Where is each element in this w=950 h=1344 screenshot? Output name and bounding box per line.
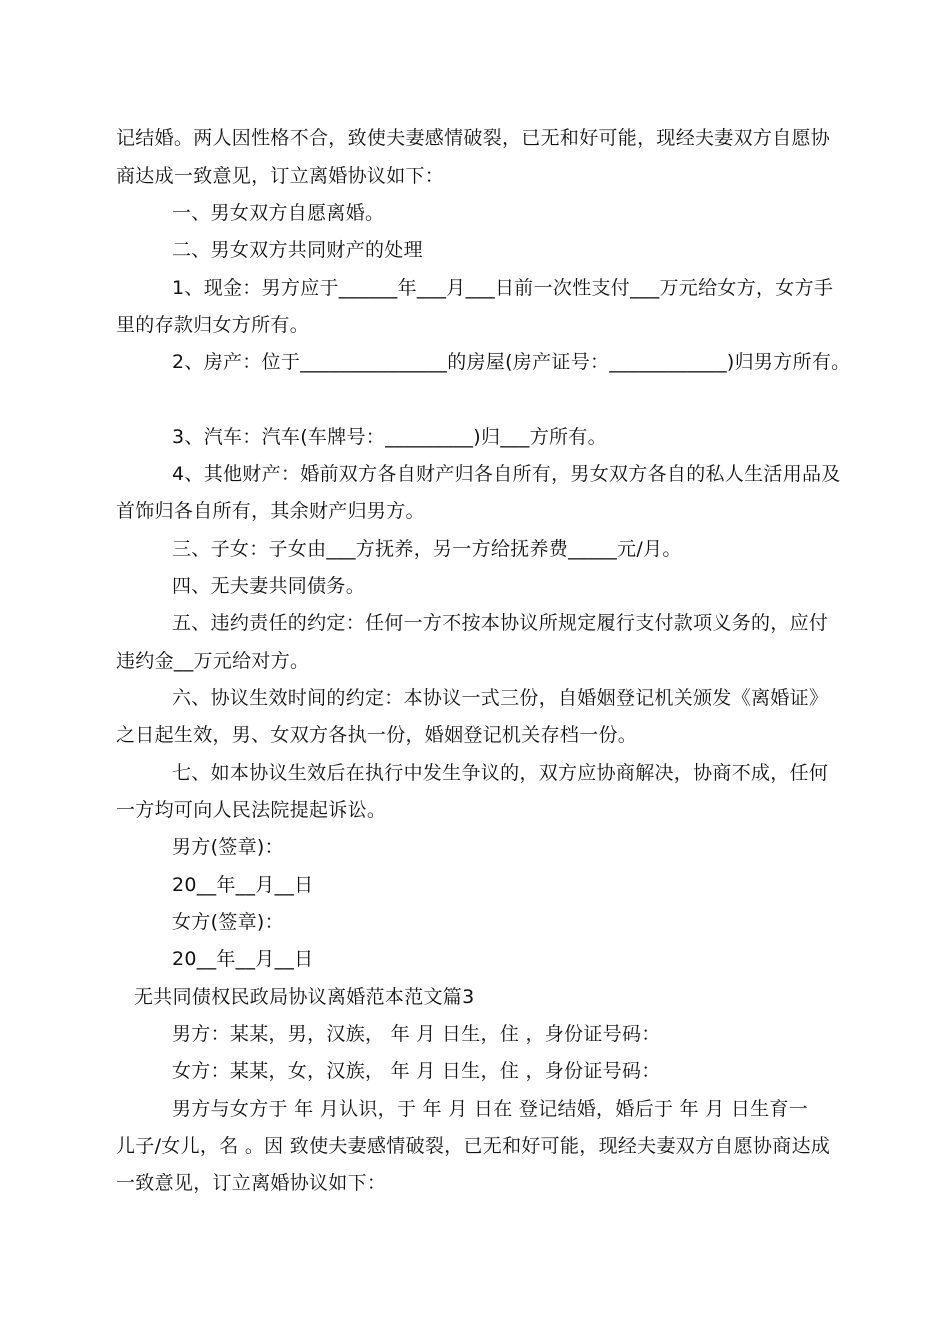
- clause-heading: 一、男女双方自愿离婚。: [172, 202, 385, 224]
- text-line: 首饰归各自所有，其余财产归男方。: [116, 500, 425, 522]
- text-line: 1、现金：男方应于______年___月___日前一次性支付___万元给女方，女方手: [172, 277, 834, 299]
- text-line: 五、违约责任的约定：任何一方不按本协议所规定履行支付款项义务的，应付: [172, 612, 829, 634]
- text-line: 男方：某某，男，汉族， 年 月 日生，住 ，身份证号码：: [172, 1023, 661, 1045]
- clause-heading: 四、无夫妻共同债务。: [172, 575, 366, 597]
- signature-label-male: 男方(签章)：: [172, 836, 284, 858]
- text-line: 六、协议生效时间的约定：本协议一式三份，自婚姻登记机关颁发《离婚证》: [172, 687, 829, 709]
- clause-heading: 二、男女双方共同财产的处理: [172, 239, 423, 261]
- text-line: 男方与女方于 年 月认识，于 年 月 日在 登记结婚，婚后于 年 月 日生育一: [172, 1098, 809, 1120]
- section-title: 无共同债权民政局协议离婚范本范文篇3: [134, 986, 475, 1008]
- signature-label-female: 女方(签章)：: [172, 911, 284, 933]
- text-line: 违约金__万元给对方。: [116, 650, 310, 672]
- signature-date: 20__年__月__日: [172, 874, 314, 896]
- text-line: 儿子/女儿，名 。因 致使夫妻感情破裂，已无和好可能，现经夫妻双方自愿协商达成: [116, 1135, 831, 1157]
- text-line: 商达成一致意见，订立离婚协议如下：: [116, 165, 445, 187]
- text-line: 女方：某某，女，汉族， 年 月 日生，住 ，身份证号码：: [172, 1060, 661, 1082]
- text-line: 七、如本协议生效后在执行中发生争议的，双方应协商解决，协商不成，任何: [172, 762, 829, 784]
- signature-date: 20__年__月__日: [172, 948, 314, 970]
- text-line: 2、房产：位于_______________的房屋(房产证号：____________)归男方所有。: [172, 351, 851, 373]
- text-line: 4、其他财产：婚前双方各自财产归各自所有，男女双方各自的私人生活用品及: [172, 463, 841, 485]
- text-line: 之日起生效，男、女双方各执一份，婚姻登记机关存档一份。: [116, 724, 638, 746]
- text-line: 里的存款归女方所有。: [116, 314, 310, 336]
- clause-heading: 三、子女：子女由___方抚养，另一方给抚养费_____元/月。: [172, 538, 682, 560]
- text-line: 一致意见，订立离婚协议如下：: [116, 1172, 387, 1194]
- text-line: 一方均可向人民法院提起诉讼。: [116, 799, 387, 821]
- text-line: 记结婚。两人因性格不合，致使夫妻感情破裂，已无和好可能，现经夫妻双方自愿协: [116, 127, 831, 149]
- text-line: 3、汽车：汽车(车牌号：_________)归___方所有。: [172, 426, 607, 448]
